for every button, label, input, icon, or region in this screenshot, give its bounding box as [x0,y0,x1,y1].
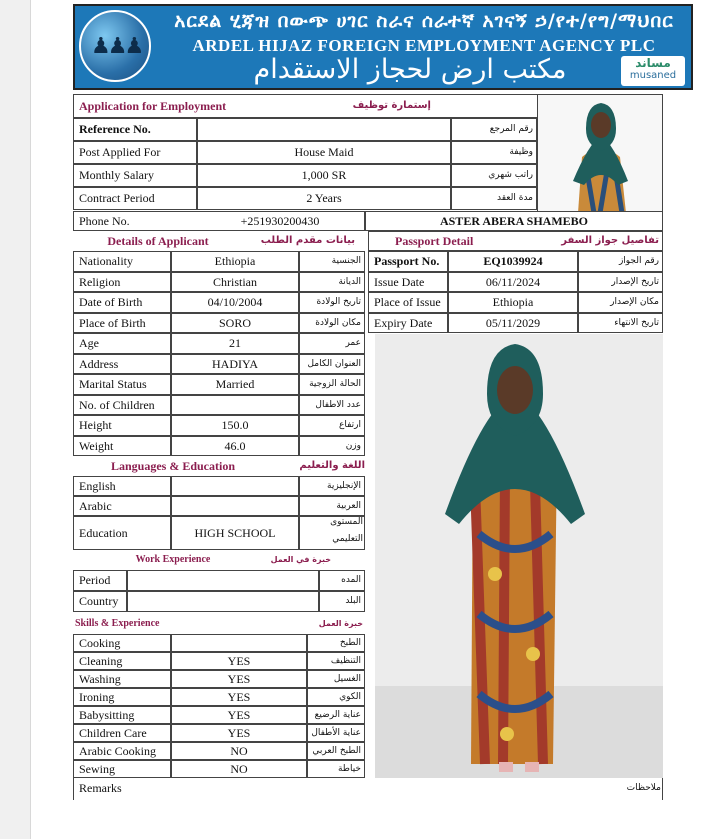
row-value: Ethiopia [214,254,256,268]
row-label-ar: الجنسية [331,256,361,266]
row-label: Age [79,336,99,350]
value-cell [171,476,299,496]
row-label: Expiry Date [374,315,433,330]
row-label-ar: وظيفة [509,147,533,157]
row-label-ar: وزن [345,440,361,451]
row-label-ar: تاريخ الإصدار [611,276,659,287]
row-value: HADIYA [212,356,258,371]
value-cell [127,591,319,612]
row-value: 05/11/2029 [485,315,541,330]
globe-logo-icon: ♟♟♟ [79,10,151,82]
row-label: Religion [79,274,121,289]
row-label-ar: الطبخ العربي [312,746,361,756]
row-value: 1,000 SR [301,168,347,182]
row-label-ar: مكان الولادة [315,317,361,328]
musaned-logo-english: musaned [629,70,677,81]
row-label: Contract Period [79,191,155,205]
row-label: Washing [79,672,121,686]
row-label-ar: تاريخ الانتهاء [614,317,659,328]
row-label: Weight [79,438,114,453]
value-cell [171,395,299,416]
musaned-logo-arabic: مساند [635,56,671,70]
row-label-ar: رقم الجواز [618,256,659,266]
value-cell [197,118,451,141]
row-label: Children Care [79,726,147,740]
row-label: Period [79,573,111,587]
row-label-ar: الديانة [338,276,361,287]
row-label-ar: مدة العقد [497,193,533,203]
row-label: Arabic [79,499,112,513]
row-label-ar: مكان الإصدار [610,297,659,307]
row-label: Place of Issue [374,295,441,309]
remarks-right-border [662,778,663,800]
row-label: Reference No. [79,122,151,136]
phone-label: Phone No. [79,214,130,228]
row-label-ar: ارتفاع [338,420,361,430]
row-label: Place of Birth [79,315,146,330]
banner-arabic-title: مكتب ارض لحجاز الاستقدام [253,54,567,85]
row-value: House Maid [294,145,354,159]
education-value: HIGH SCHOOL [194,526,276,540]
row-value: NO [230,744,248,758]
row-label-ar: الإنجليزية [327,481,361,491]
row-value: YES [227,672,251,686]
agency-banner [73,4,693,90]
row-label: Arabic Cooking [79,744,156,758]
row-label-ar: الكوي [339,692,361,702]
row-label: Monthly Salary [79,168,154,182]
remarks-left-border [73,778,74,800]
row-value: 06/11/2024 [485,274,541,289]
languages-title: Languages & Education [110,459,236,473]
row-value: YES [227,726,251,740]
row-label: Marital Status [79,377,147,391]
row-label-ar: عدد الاطفال [315,399,361,410]
row-label: No. of Children [79,397,155,412]
work-title-ar: خبرة في العمل [270,555,331,564]
row-label-ar: عناية الرضيع [314,710,361,720]
row-value: 21 [229,336,241,350]
row-label: Cleaning [79,654,123,668]
row-label: Address [79,356,119,371]
skills-title: Skills & Experience [75,618,160,629]
row-label-ar: عناية الأطفال [311,728,361,738]
education-label-ar-1: المستوى [330,517,363,527]
row-value: Christian [213,274,257,289]
row-value: 2 Years [306,191,342,205]
application-title-ar: إستمارة توظيف [352,100,431,111]
passport-title: Passport Detail [395,234,474,248]
skills-title-ar: خبرة العمل [318,619,363,628]
row-label-ar: التنظيف [330,656,361,666]
application-title: Application for Employment [79,99,227,113]
row-label-ar: عمر [345,338,361,348]
row-label-ar: البلد [345,596,361,606]
details-title-ar: بيانات مقدم الطلب [260,235,355,246]
row-value: 04/10/2004 [207,295,263,309]
row-label: Nationality [79,254,133,268]
row-value: 46.0 [224,438,246,453]
musaned-logo [621,56,685,86]
row-value: SORO [218,315,251,330]
applicant-portrait-photo [537,94,663,212]
row-label: Country [79,594,119,608]
education-label: Education [79,526,128,540]
passport-title-ar: تفاصيل جواز السفر [561,235,659,246]
row-value: YES [227,654,251,668]
row-label: Sewing [79,762,115,776]
remarks-label-ar: ملاحظات [626,783,661,793]
work-title: Work Experience [135,554,211,565]
row-label: Babysitting [79,708,135,722]
applicant-full-name: ASTER ABERA SHAMEBO [439,214,589,228]
row-label-ar: خياطة [337,764,361,774]
remarks-label: Remarks [79,781,122,795]
banner-english-title: ARDEL HIJAZ FOREIGN EMPLOYMENT AGENCY PLC [192,36,656,55]
row-label: Date of Birth [79,295,143,309]
value-cell [127,570,319,591]
row-label: Ironing [79,690,115,704]
row-label-ar: العربية [336,501,361,511]
banner-amharic-title: አርደል ሂጃዝ በውጭ ሀገር ስራና ሰራተኛ አገናኝ ኃ/የተ/የግ/ማህበር [174,10,674,32]
application-form [30,0,703,839]
row-label-ar: رقم المرجع [489,124,533,134]
row-label-ar: راتب شهري [488,170,533,180]
value-cell [171,496,299,516]
value-cell [171,634,307,652]
row-value: 150.0 [221,418,249,432]
row-label: Height [79,418,112,432]
row-label: Post Applied For [79,145,161,159]
applicant-full-body-photo [375,334,663,778]
row-value: EQ1039924 [483,254,543,268]
details-title: Details of Applicant [107,234,209,248]
row-label-ar: العنوان الكامل [307,358,361,369]
row-value: YES [227,708,251,722]
row-label-ar: الغسيل [333,674,361,684]
row-value: YES [227,690,251,704]
row-value: NO [230,762,248,776]
phone-value: +251930200430 [240,214,320,228]
row-label-ar: تاريخ الولادة [316,297,361,307]
languages-title-ar: اللغة والتعليم [299,460,365,471]
row-label: Issue Date [374,274,425,289]
education-label-ar-2: التعليمي [332,534,363,544]
row-label-ar: الطبخ [339,638,361,648]
row-label-ar: المده [341,575,361,585]
row-label: Passport No. [374,254,440,268]
row-value: Married [215,377,255,391]
row-label: Cooking [79,636,121,650]
row-value: Ethiopia [492,295,534,309]
row-label: English [79,479,116,493]
row-label-ar: الحالة الزوجية [309,379,361,389]
